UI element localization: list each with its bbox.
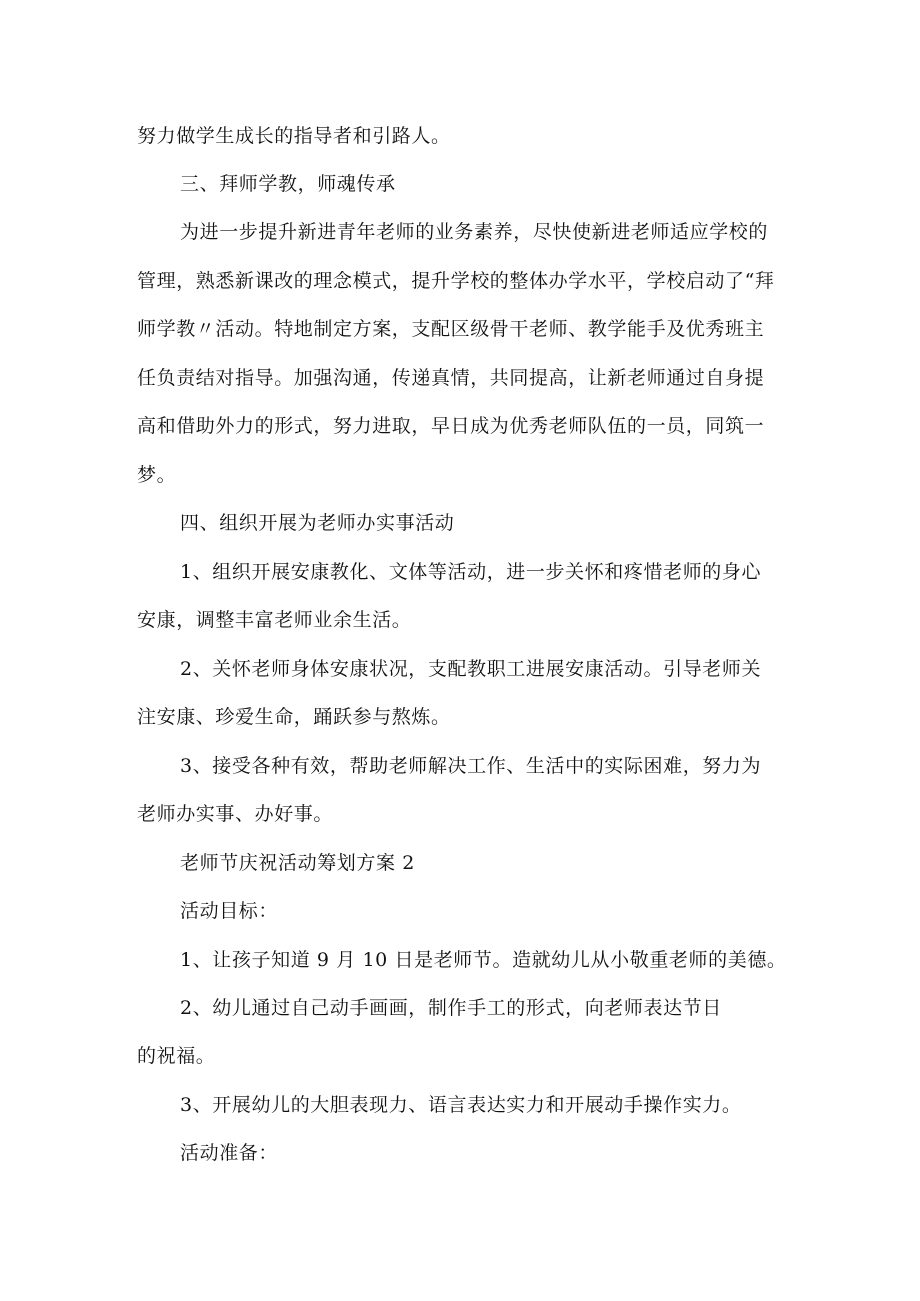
paragraph-line: 梦。: [137, 464, 177, 486]
paragraph-line: 为进一步提升新进青年老师的业务素养，尽快使新进老师适应学校的: [180, 221, 769, 243]
paragraph-line: 高和借助外力的形式，努力进取，早日成为优秀老师队伍的一员，同筑一: [137, 415, 765, 437]
list-item: 3、接受各种有效，帮助老师解决工作、生活中的实际困难，努力为: [180, 755, 762, 777]
list-item: 1、让孩子知道 9 月 10 日是老师节。造就幼儿从小敬重老师的美德。: [180, 949, 787, 971]
paragraph-line: 安康，调整丰富老师业余生活。: [137, 609, 412, 631]
paragraph-line: 任负责结对指导。加强沟通，传递真情，共同提高，让新老师通过自身提: [137, 367, 765, 389]
list-item: 2、关怀老师身体安康状况，支配教职工进展安康活动。引导老师关: [180, 658, 762, 680]
section-heading: 活动目标：: [180, 900, 279, 922]
list-item: 3、开展幼儿的大胆表现力、语言表达实力和开展动手操作实力。: [180, 1094, 742, 1116]
document-title: 老师节庆祝活动筹划方案 2: [180, 852, 415, 874]
paragraph-line: 注安康、珍爱生命，踊跃参与熬炼。: [137, 706, 451, 728]
paragraph-line: 师学教〃活动。特地制定方案，支配区级骨干老师、教学能手及优秀班主: [137, 318, 765, 340]
list-item: 2、幼儿通过自己动手画画，制作手工的形式，向老师表达节日: [180, 997, 722, 1019]
paragraph-line: 老师办实事、办好事。: [137, 803, 334, 825]
list-item: 1、组织开展安康教化、文体等活动，进一步关怀和疼惜老师的身心: [180, 561, 762, 583]
paragraph-line: 管理，熟悉新课改的理念模式，提升学校的整体办学水平，学校启动了“拜: [137, 270, 775, 292]
section-heading: 三、拜师学教，师魂传承: [180, 173, 396, 195]
paragraph-line: 努力做学生成长的指导者和引路人。: [137, 125, 451, 147]
paragraph-line: 的祝福。: [137, 1045, 216, 1067]
section-heading: 活动准备：: [180, 1142, 279, 1164]
section-heading: 四、组织开展为老师办实事活动: [180, 512, 455, 534]
